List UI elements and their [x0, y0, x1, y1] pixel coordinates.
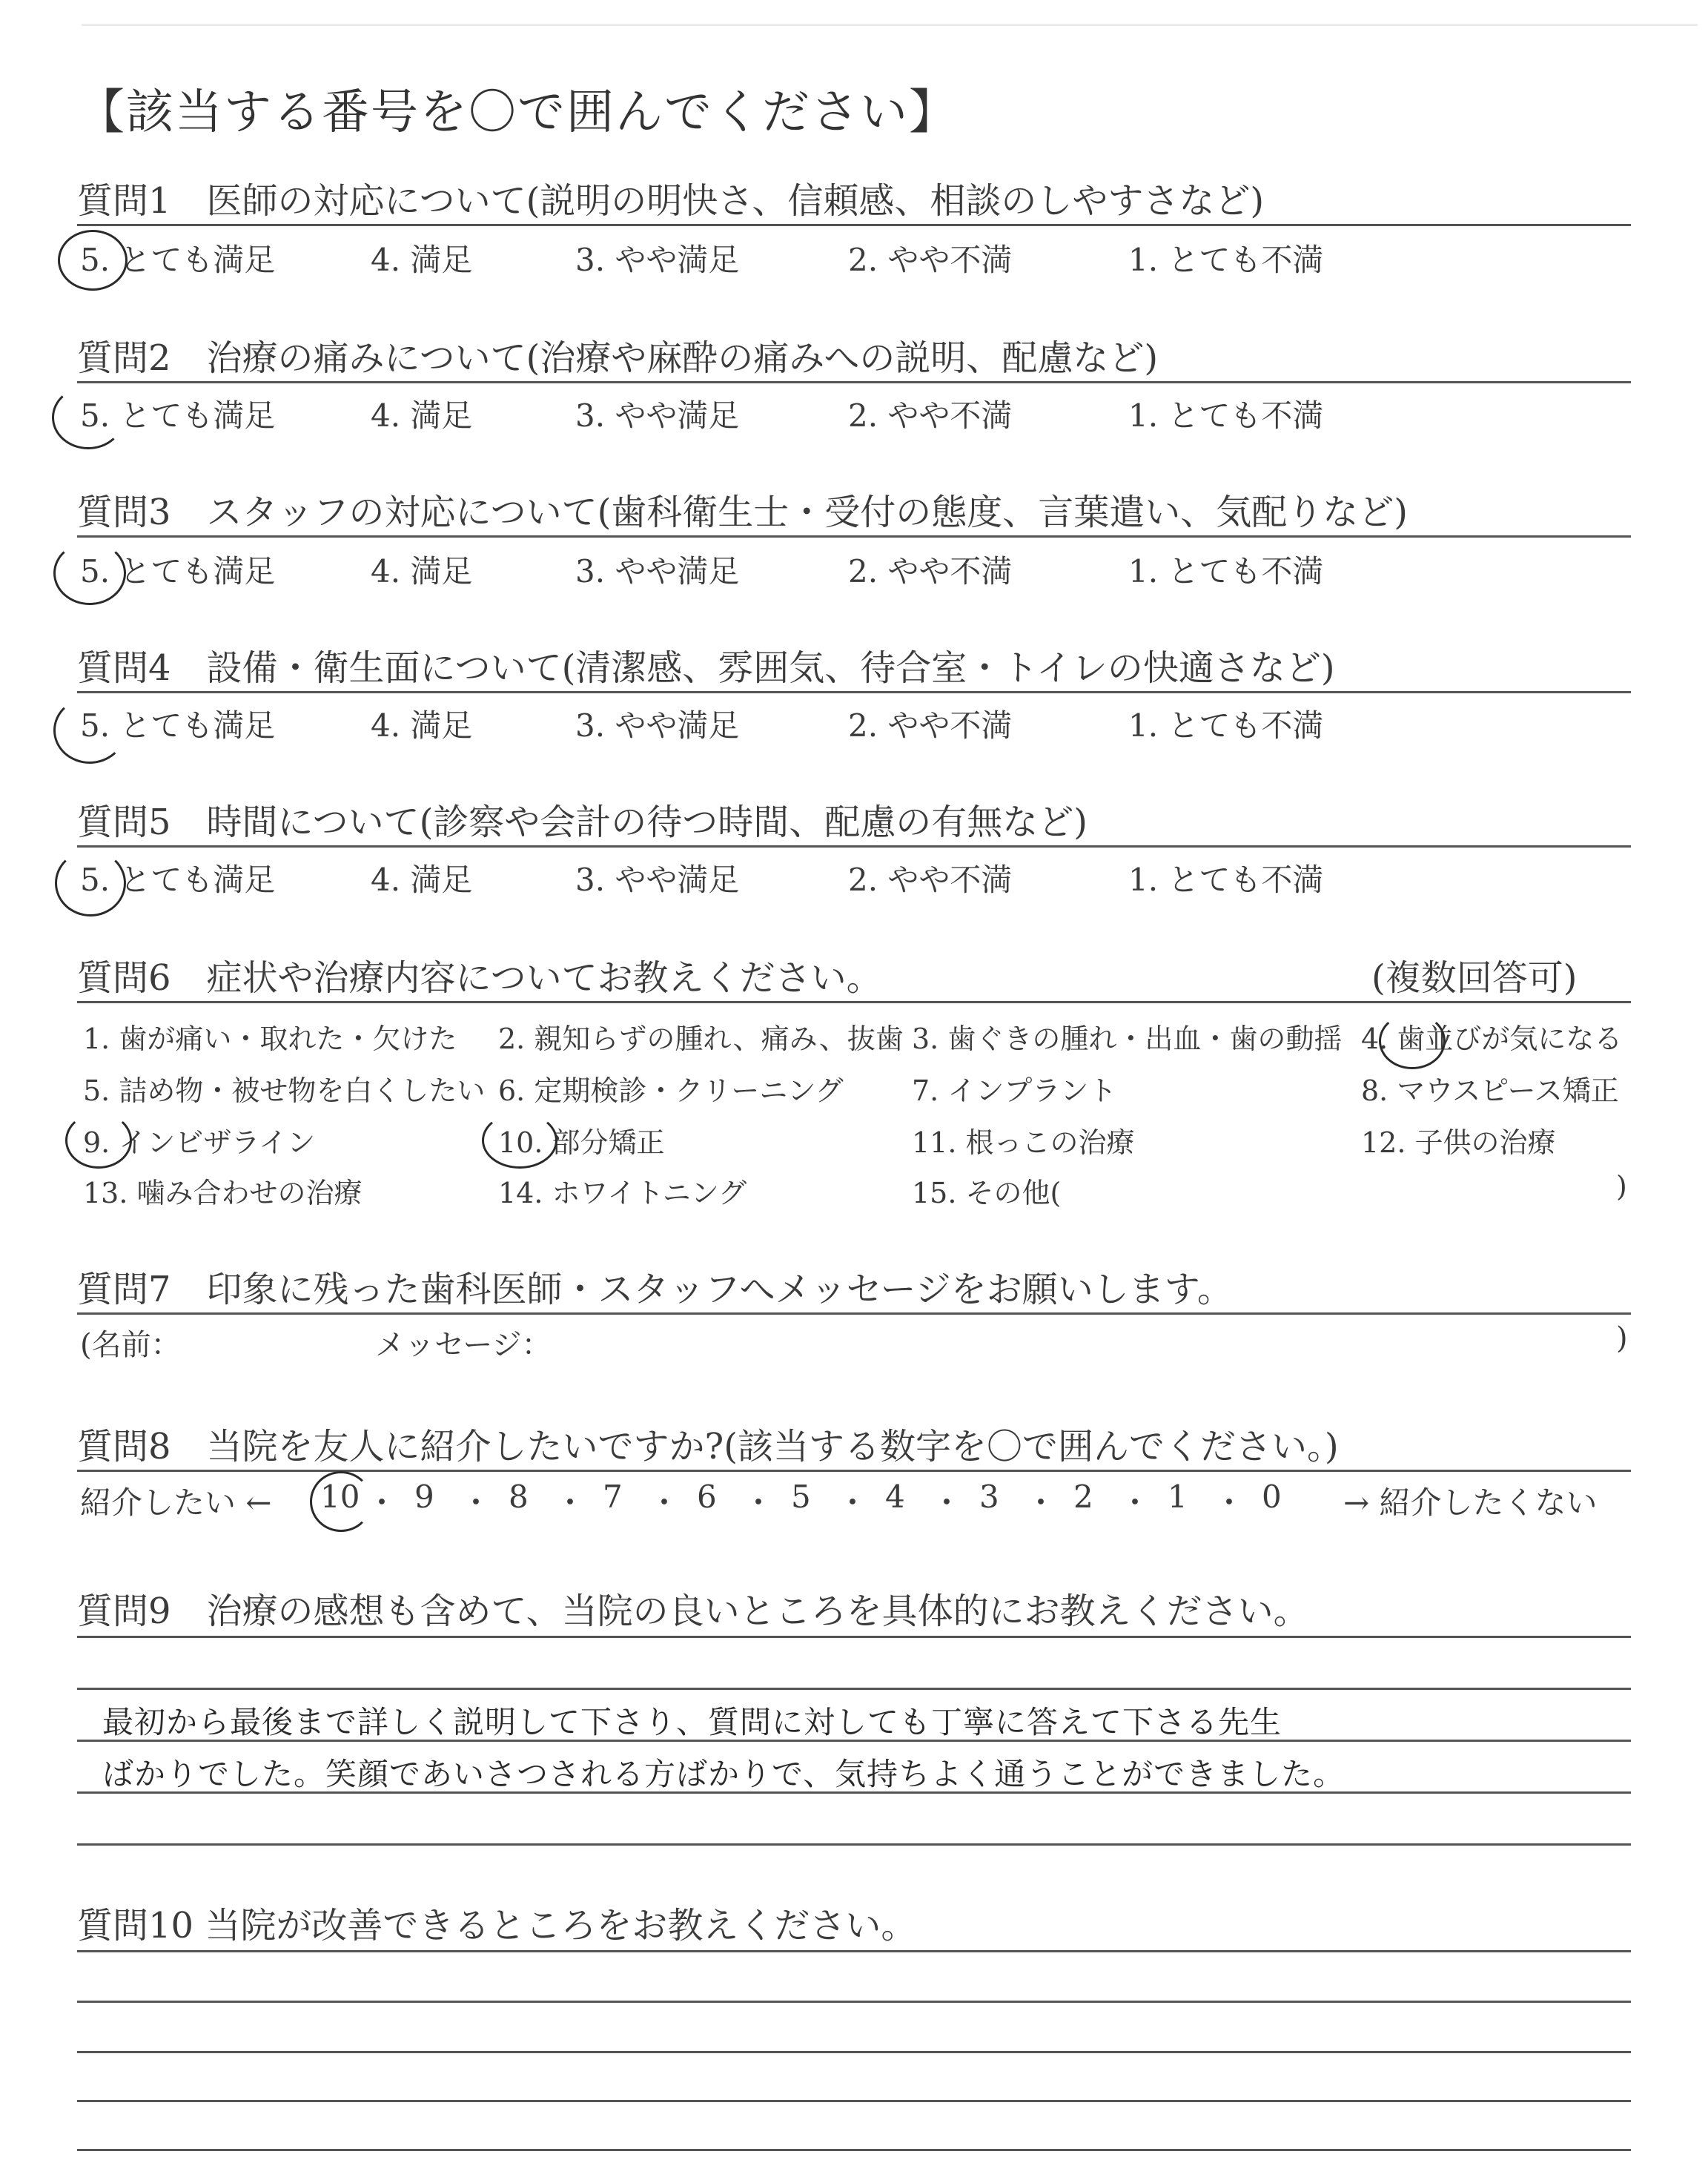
question-2: 質問2 治療の痛みについて(治療や麻酔の痛みへの説明、配慮など) [77, 337, 1159, 379]
q1-option-5[interactable]: 5. とても満足 [80, 242, 276, 278]
q6-item-3[interactable]: 3. 歯ぐきの腫れ・出血・歯の動揺 [912, 1023, 1343, 1055]
q6-item-6[interactable]: 6. 定期検診・クリーニング [498, 1074, 844, 1107]
question-9: 質問9 治療の感想も含めて、当院の良いところを具体的にお教えください。 [77, 1591, 1309, 1632]
rule-q3 [77, 535, 1631, 538]
q6-circle-9 [65, 1112, 132, 1169]
q8-scale-separator: ・ [1119, 1484, 1151, 1521]
q5-option-1[interactable]: 1. とても不満 [1128, 862, 1324, 898]
q8-scale-number-1[interactable]: 1 [1168, 1479, 1188, 1515]
question-3: 質問3 スタッフの対応について(歯科衛生士・受付の態度、言葉遣い、気配りなど) [77, 492, 1409, 533]
q4-option-2[interactable]: 2. やや不満 [848, 707, 1013, 744]
question-6: 質問6 症状や治療内容についてお教えください。 [77, 957, 882, 999]
rule-q4 [77, 691, 1631, 693]
q8-scale-separator: ・ [366, 1484, 398, 1521]
q3-option-4[interactable]: 4. 満足 [371, 553, 473, 589]
rule-q9-5 [77, 1843, 1631, 1846]
question-8: 質問8 当院を友人に紹介したいですか?(該当する数字を〇で囲んでください。) [77, 1426, 1339, 1467]
q8-scale-number-5[interactable]: 5 [791, 1479, 811, 1515]
q5-selection-circle [55, 850, 126, 916]
q2-option-3[interactable]: 3. やや満足 [575, 397, 740, 434]
rule-q5 [77, 845, 1631, 848]
q1-option-4[interactable]: 4. 満足 [371, 242, 473, 278]
q5-option-4[interactable]: 4. 満足 [371, 862, 473, 898]
q8-scale-separator: ・ [555, 1484, 586, 1521]
q6-item-10[interactable]: 10. 部分矯正 [498, 1126, 665, 1159]
q5-option-2[interactable]: 2. やや不満 [848, 862, 1013, 898]
rule-q10-1 [77, 1950, 1631, 1952]
q1-selection-circle [58, 230, 128, 291]
q9-answer-line-1: 最初から最後まで詳しく説明して下さり、質問に対しても丁寧に答えて下さる先生 [102, 1704, 1282, 1740]
rule-q10-5 [77, 2149, 1631, 2151]
q4-option-1[interactable]: 1. とても不満 [1128, 707, 1324, 744]
q8-scale-number-3[interactable]: 3 [979, 1479, 999, 1515]
q8-scale-separator: ・ [743, 1484, 775, 1521]
question-7: 質問7 印象に残った歯科医師・スタッフへメッセージをお願いします。 [77, 1269, 1233, 1310]
q6-circle-10 [482, 1112, 557, 1169]
q6-item-15[interactable]: 15. その他( [912, 1177, 1062, 1209]
question-5: 質問5 時間について(診察や会計の待つ時間、配慮の有無など) [77, 802, 1088, 843]
q2-option-5[interactable]: 5. とても満足 [80, 397, 276, 434]
rule-q1 [77, 224, 1631, 226]
q8-scale-separator: ・ [837, 1484, 869, 1521]
rule-q10-2 [77, 2001, 1631, 2003]
q8-scale-number-4[interactable]: 4 [885, 1479, 905, 1515]
q4-option-4[interactable]: 4. 満足 [371, 707, 473, 744]
question-10: 質問10 当院が改善できるところをお教えください。 [77, 1905, 917, 1946]
question-4: 質問4 設備・衛生面について(清潔感、雰囲気、待合室・トイレの快適さなど) [77, 647, 1335, 689]
q4-selection-circle [53, 697, 126, 764]
q6-item-12[interactable]: 12. 子供の治療 [1361, 1126, 1556, 1159]
q2-selection-circle [52, 386, 125, 449]
q3-option-3[interactable]: 3. やや満足 [575, 553, 740, 589]
q8-scale-separator: ・ [1025, 1484, 1057, 1521]
q6-item-14[interactable]: 14. ホワイトニング [498, 1177, 747, 1209]
q5-option-5[interactable]: 5. とても満足 [80, 862, 276, 898]
q2-option-4[interactable]: 4. 満足 [371, 397, 473, 434]
q8-scale-number-6[interactable]: 6 [697, 1479, 717, 1515]
top-edge-line [82, 24, 1698, 26]
rule-q10-3 [77, 2051, 1631, 2053]
q1-option-3[interactable]: 3. やや満足 [575, 242, 740, 278]
q2-option-1[interactable]: 1. とても不満 [1128, 397, 1324, 434]
question-6-note: (複数回答可) [1371, 957, 1578, 999]
rule-q7 [77, 1312, 1631, 1315]
q8-scale-number-10[interactable]: 10 [320, 1479, 360, 1515]
q8-scale-number-9[interactable]: 9 [414, 1479, 434, 1515]
instruction-title: 【該当する番号を〇で囲んでください】 [77, 85, 958, 140]
q8-scale-number-7[interactable]: 7 [603, 1479, 623, 1515]
q8-scale-separator: ・ [649, 1484, 681, 1521]
q6-item-11[interactable]: 11. 根っこの治療 [912, 1126, 1135, 1159]
q1-option-2[interactable]: 2. やや不満 [848, 242, 1013, 278]
q7-message-label: メッセージ： [375, 1328, 552, 1362]
q6-item-9[interactable]: 9. インビザライン [83, 1126, 316, 1159]
rule-q10-4 [77, 2100, 1631, 2102]
question-1: 質問1 医師の対応について(説明の明快さ、信頼感、相談のしやすさなど) [77, 180, 1265, 222]
q7-name-label: (名前： [80, 1328, 181, 1362]
q5-option-3[interactable]: 3. やや満足 [575, 862, 740, 898]
q8-selection-circle [310, 1471, 372, 1532]
rule-q8 [77, 1470, 1631, 1472]
q6-item-2[interactable]: 2. 親知らずの腫れ、痛み、抜歯 [498, 1023, 904, 1055]
q3-selection-circle [53, 541, 126, 605]
q8-right-label: → 紹介したくない [1343, 1484, 1598, 1521]
q8-scale-number-8[interactable]: 8 [509, 1479, 529, 1515]
q2-option-2[interactable]: 2. やや不満 [848, 397, 1013, 434]
q1-option-1[interactable]: 1. とても不満 [1128, 242, 1324, 278]
rule-q6 [77, 1001, 1631, 1003]
q8-scale-number-2[interactable]: 2 [1073, 1479, 1093, 1515]
q6-item-5[interactable]: 5. 詰め物・被せ物を白くしたい [83, 1074, 486, 1107]
q6-item-4[interactable]: 4. 歯並びが気になる [1361, 1023, 1623, 1055]
q6-item-15-close: ) [1616, 1170, 1627, 1203]
q6-item-7[interactable]: 7. インプラント [912, 1074, 1117, 1107]
q8-scale-separator: ・ [460, 1484, 492, 1521]
q4-option-5[interactable]: 5. とても満足 [80, 707, 276, 744]
q4-option-3[interactable]: 3. やや満足 [575, 707, 740, 744]
q8-left-label: 紹介したい ← [80, 1484, 272, 1521]
q3-option-5[interactable]: 5. とても満足 [80, 553, 276, 589]
q3-option-1[interactable]: 1. とても不満 [1128, 553, 1324, 589]
q6-item-13[interactable]: 13. 噛み合わせの治療 [83, 1177, 363, 1209]
q6-item-1[interactable]: 1. 歯が痛い・取れた・欠けた [83, 1023, 457, 1055]
q3-option-2[interactable]: 2. やや不満 [848, 553, 1013, 589]
q6-circle-4 [1379, 1013, 1446, 1069]
rule-q2 [77, 381, 1631, 383]
q8-scale-number-0[interactable]: 0 [1262, 1479, 1282, 1515]
q8-scale-separator: ・ [1214, 1484, 1245, 1521]
q7-close-paren: ) [1616, 1321, 1628, 1355]
q6-item-8[interactable]: 8. マウスピース矯正 [1361, 1074, 1619, 1107]
q8-scale-separator: ・ [931, 1484, 963, 1521]
rule-q9-2 [77, 1688, 1631, 1690]
rule-q9-1 [77, 1636, 1631, 1638]
q9-answer-line-2: ばかりでした。笑顔であいさつされる方ばかりで、気持ちよく通うことができました。 [102, 1756, 1345, 1792]
